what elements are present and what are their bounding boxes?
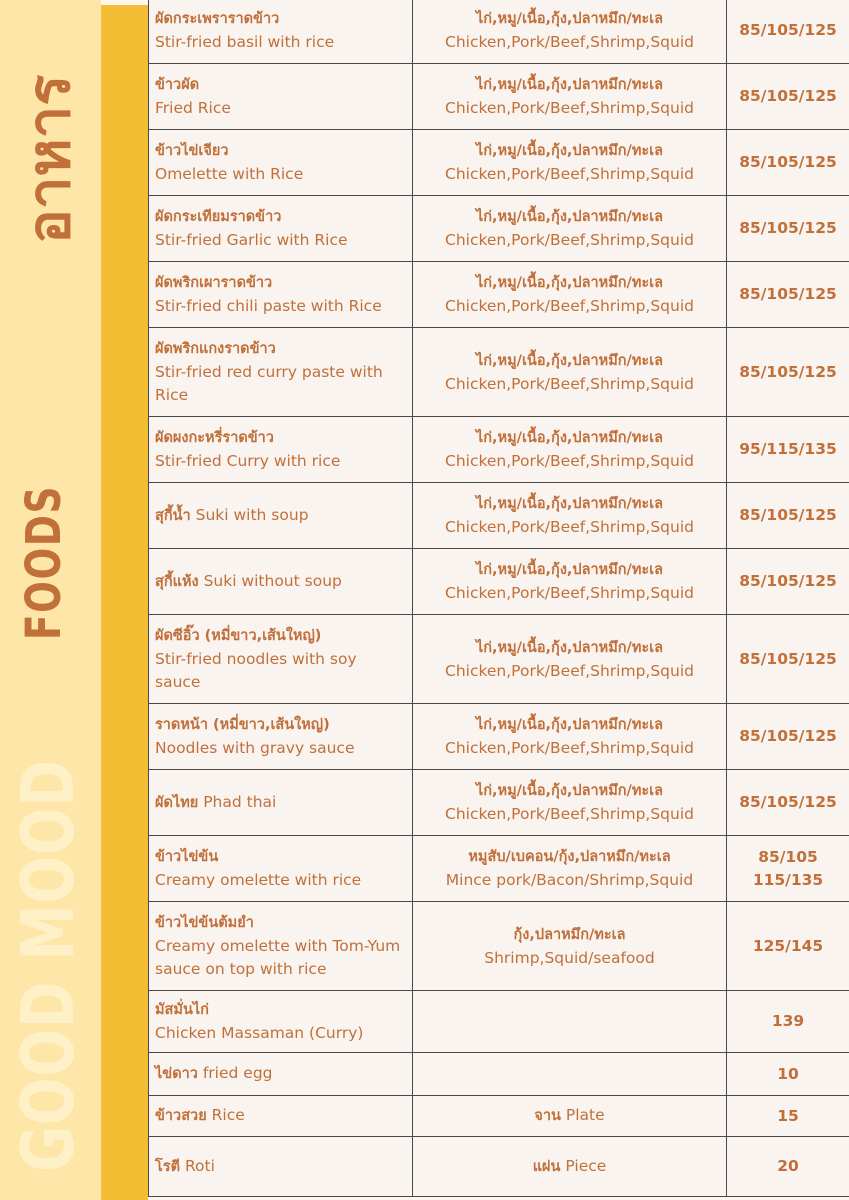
options-english: Plate bbox=[565, 1106, 605, 1124]
menu-row bbox=[149, 328, 849, 417]
options-english: Chicken,Pork/Beef,Shrimp,Squid bbox=[445, 452, 694, 470]
price-cell bbox=[727, 130, 849, 196]
options-thai: จาน bbox=[534, 1108, 561, 1124]
dish-name-cell bbox=[149, 483, 413, 549]
dish-name-cell bbox=[149, 130, 413, 196]
options-cell bbox=[413, 196, 727, 262]
price-cell bbox=[727, 704, 849, 770]
side-title-good-mood: GOOD MOOD bbox=[6, 759, 90, 1172]
price-cell bbox=[727, 991, 849, 1053]
options-thai: ไก่,หมู/เนื้อ,กุ้ง,ปลาหมึก/ทะเล bbox=[475, 430, 664, 446]
options-cell bbox=[413, 483, 727, 549]
options-english: Mince pork/Bacon/Shrimp,Squid bbox=[445, 871, 694, 889]
dish-name-thai: ผัดพริกแกงราดข้าว bbox=[155, 341, 276, 357]
menu-row bbox=[149, 836, 849, 902]
options-english: Chicken,Pork/Beef,Shrimp,Squid bbox=[445, 739, 694, 757]
price-value: 15 bbox=[777, 1106, 799, 1125]
options-cell bbox=[413, 770, 727, 836]
dish-name-thai: ผัดกระเพราราดข้าว bbox=[155, 10, 280, 27]
price-cell bbox=[727, 328, 849, 417]
dish-name-thai: ไข่ดาว bbox=[155, 1066, 198, 1082]
price-cell bbox=[727, 1096, 849, 1137]
dish-name-cell bbox=[149, 902, 413, 991]
dish-name-english: fried egg bbox=[202, 1064, 273, 1082]
price-value: 85/105/125 bbox=[739, 153, 837, 171]
side-strip-gold bbox=[101, 5, 148, 1200]
dish-name-cell bbox=[149, 549, 413, 615]
price-value: 85/105/125 bbox=[739, 506, 837, 524]
menu-row bbox=[149, 991, 849, 1053]
options-thai: ไก่,หมู/เนื้อ,กุ้ง,ปลาหมึก/ทะเล bbox=[475, 10, 664, 27]
options-cell bbox=[413, 328, 727, 417]
dish-name-cell bbox=[149, 991, 413, 1053]
dish-name-thai: มัสมั่นไก่ bbox=[155, 1002, 209, 1018]
options-cell bbox=[413, 549, 727, 615]
options-cell bbox=[413, 0, 727, 64]
price-value: 85/105/125 bbox=[739, 285, 837, 303]
menu-row bbox=[149, 130, 849, 196]
dish-name-cell bbox=[149, 196, 413, 262]
dish-name-thai: ผัดซีอิ๊ว (หมี่ขาว,เส้นใหญ่) bbox=[155, 628, 322, 644]
dish-name-english: Creamy omelette with rice bbox=[155, 871, 362, 889]
dish-name-cell bbox=[149, 417, 413, 483]
dish-name-thai: ราดหน้า (หมี่ขาว,เส้นใหญ่) bbox=[155, 717, 330, 733]
menu-row bbox=[149, 1053, 849, 1096]
options-thai: ไก่,หมู/เนื้อ,กุ้ง,ปลาหมึก/ทะเล bbox=[475, 783, 664, 799]
dish-name-english: Phad thai bbox=[203, 792, 277, 811]
options-cell bbox=[413, 1053, 727, 1096]
dish-name-cell bbox=[149, 64, 413, 130]
dish-name-thai: ข้าวไข่ข้นต้มยำ bbox=[155, 915, 254, 931]
price-cell bbox=[727, 902, 849, 991]
options-english: Piece bbox=[565, 1156, 607, 1175]
options-english: Chicken,Pork/Beef,Shrimp,Squid bbox=[445, 805, 694, 823]
price-value: 85/105/125 bbox=[739, 87, 837, 105]
dish-name-english: Stir-fried Garlic with Rice bbox=[155, 231, 348, 249]
dish-name-thai: ผัดพริกเผาราดข้าว bbox=[155, 275, 273, 291]
dish-name-english: Chicken Massaman (Curry) bbox=[155, 1024, 364, 1042]
dish-name-cell bbox=[149, 836, 413, 902]
options-thai: ไก่,หมู/เนื้อ,กุ้ง,ปลาหมึก/ทะเล bbox=[475, 562, 664, 578]
options-cell bbox=[413, 130, 727, 196]
menu-row bbox=[149, 902, 849, 991]
options-cell bbox=[413, 704, 727, 770]
options-thai: ไก่,หมู/เนื้อ,กุ้ง,ปลาหมึก/ทะเล bbox=[475, 77, 664, 93]
menu-row bbox=[149, 770, 849, 836]
price-cell bbox=[727, 0, 849, 64]
price-cell bbox=[727, 615, 849, 704]
dish-name-thai: ผัดไทย bbox=[155, 794, 199, 811]
dish-name-english: Stir-fried chili paste with Rice bbox=[155, 297, 382, 315]
options-thai: หมูสับ/เบคอน/กุ้ง,ปลาหมึก/ทะเล bbox=[468, 849, 671, 865]
dish-name-thai: สุกี้แห้ง bbox=[155, 573, 199, 590]
price-value: 85/105/125 bbox=[739, 793, 837, 811]
price-cell bbox=[727, 1053, 849, 1096]
menu-row bbox=[149, 262, 849, 328]
options-english: Shrimp,Squid/seafood bbox=[484, 948, 655, 967]
options-cell bbox=[413, 902, 727, 991]
options-english: Chicken,Pork/Beef,Shrimp,Squid bbox=[445, 297, 694, 315]
options-english: Chicken,Pork/Beef,Shrimp,Squid bbox=[445, 165, 694, 183]
options-english: Chicken,Pork/Beef,Shrimp,Squid bbox=[445, 584, 694, 602]
dish-name-english: Roti bbox=[184, 1156, 215, 1175]
dish-name-thai: ข้าวไข่เจียว bbox=[155, 143, 229, 159]
options-thai: ไก่,หมู/เนื้อ,กุ้ง,ปลาหมึก/ทะเล bbox=[475, 639, 664, 656]
options-thai: ไก่,หมู/เนื้อ,กุ้ง,ปลาหมึก/ทะเล bbox=[475, 143, 664, 159]
options-cell bbox=[413, 991, 727, 1053]
dish-name-cell bbox=[149, 770, 413, 836]
menu-row bbox=[149, 1137, 849, 1197]
dish-name-english: Omelette with Rice bbox=[155, 165, 304, 183]
options-cell bbox=[413, 836, 727, 902]
price-value: 85/105 bbox=[758, 847, 818, 866]
options-thai: แผ่น bbox=[532, 1158, 561, 1175]
dish-name-cell bbox=[149, 0, 413, 64]
options-thai: ไก่,หมู/เนื้อ,กุ้ง,ปลาหมึก/ทะเล bbox=[475, 352, 664, 369]
options-thai: กุ้ง,ปลาหมึก/ทะเล bbox=[513, 926, 626, 943]
options-cell bbox=[413, 417, 727, 483]
price-cell bbox=[727, 836, 849, 902]
price-value: 85/105/125 bbox=[739, 20, 837, 39]
menu-row bbox=[149, 615, 849, 704]
side-title-thai: อาหาร bbox=[15, 74, 83, 244]
dish-name-english: Fried Rice bbox=[155, 99, 231, 117]
price-cell bbox=[727, 1137, 849, 1197]
price-cell bbox=[727, 483, 849, 549]
price-cell bbox=[727, 770, 849, 836]
dish-name-cell bbox=[149, 615, 413, 704]
menu-row bbox=[149, 483, 849, 549]
price-value: 85/105/125 bbox=[739, 727, 837, 745]
price-value: 139 bbox=[771, 1012, 805, 1030]
dish-name-thai: ข้าวสวย bbox=[155, 1108, 207, 1124]
dish-name-thai: ข้าวไข่ข้น bbox=[155, 849, 219, 865]
price-value: 85/105/125 bbox=[739, 649, 837, 668]
price-value: 85/105/125 bbox=[739, 362, 837, 381]
dish-name-english: Creamy omelette with Tom-Yum sauce on top with rice bbox=[155, 937, 401, 978]
menu-row bbox=[149, 0, 849, 64]
menu-row bbox=[149, 196, 849, 262]
price-cell bbox=[727, 64, 849, 130]
dish-name-cell bbox=[149, 1137, 413, 1197]
options-thai: ไก่,หมู/เนื้อ,กุ้ง,ปลาหมึก/ทะเล bbox=[475, 496, 664, 512]
price-value: 95/115/135 bbox=[739, 440, 837, 458]
options-thai: ไก่,หมู/เนื้อ,กุ้ง,ปลาหมึก/ทะเล bbox=[475, 717, 664, 733]
price-value: 85/105/125 bbox=[739, 572, 837, 590]
price-value: 85/105/125 bbox=[739, 219, 837, 237]
options-cell bbox=[413, 1137, 727, 1197]
menu-row bbox=[149, 64, 849, 130]
options-cell bbox=[413, 64, 727, 130]
dish-name-cell bbox=[149, 1053, 413, 1096]
options-thai: ไก่,หมู/เนื้อ,กุ้ง,ปลาหมึก/ทะเล bbox=[475, 275, 664, 291]
menu-row bbox=[149, 417, 849, 483]
dish-name-english: Suki with soup bbox=[195, 505, 309, 524]
options-cell bbox=[413, 262, 727, 328]
dish-name-cell bbox=[149, 704, 413, 770]
dish-name-thai: ผัดผงกะหรี่ราดข้าว bbox=[155, 430, 274, 446]
side-title-foods: FOODS bbox=[16, 484, 72, 640]
options-english: Chicken,Pork/Beef,Shrimp,Squid bbox=[445, 99, 694, 117]
menu-row bbox=[149, 1096, 849, 1137]
dish-name-english: Stir-fried basil with rice bbox=[155, 32, 335, 51]
options-cell bbox=[413, 1096, 727, 1137]
dish-name-english: Stir-fried red curry paste with Rice bbox=[155, 363, 383, 404]
options-english: Chicken,Pork/Beef,Shrimp,Squid bbox=[445, 32, 694, 51]
menu-table bbox=[148, 0, 849, 1197]
options-english: Chicken,Pork/Beef,Shrimp,Squid bbox=[445, 518, 694, 536]
price-value: 10 bbox=[777, 1064, 799, 1083]
options-english: Chicken,Pork/Beef,Shrimp,Squid bbox=[445, 661, 694, 680]
dish-name-english: Stir-fried Curry with rice bbox=[155, 452, 341, 470]
dish-name-thai: ผัดกระเทียมราดข้าว bbox=[155, 209, 282, 225]
price-value: 20 bbox=[777, 1157, 799, 1175]
price-value-secondary: 115/135 bbox=[752, 870, 824, 889]
dish-name-cell bbox=[149, 328, 413, 417]
price-cell bbox=[727, 262, 849, 328]
options-thai: ไก่,หมู/เนื้อ,กุ้ง,ปลาหมึก/ทะเล bbox=[475, 209, 664, 225]
dish-name-cell bbox=[149, 262, 413, 328]
menu-row bbox=[149, 704, 849, 770]
dish-name-cell bbox=[149, 1096, 413, 1137]
dish-name-thai: สุกี้น้ำ bbox=[155, 507, 191, 524]
dish-name-english: Stir-fried noodles with soy sauce bbox=[155, 650, 357, 691]
dish-name-thai: ข้าวผัด bbox=[155, 77, 200, 93]
dish-name-thai: โรตี bbox=[155, 1158, 180, 1175]
options-english: Chicken,Pork/Beef,Shrimp,Squid bbox=[445, 231, 694, 249]
price-cell bbox=[727, 196, 849, 262]
options-english: Chicken,Pork/Beef,Shrimp,Squid bbox=[445, 374, 694, 393]
dish-name-english: Suki without soup bbox=[203, 571, 342, 590]
options-cell bbox=[413, 615, 727, 704]
dish-name-english: Rice bbox=[211, 1106, 245, 1124]
price-cell bbox=[727, 417, 849, 483]
price-cell bbox=[727, 549, 849, 615]
price-value: 125/145 bbox=[752, 936, 824, 955]
menu-row bbox=[149, 549, 849, 615]
dish-name-english: Noodles with gravy sauce bbox=[155, 739, 355, 757]
